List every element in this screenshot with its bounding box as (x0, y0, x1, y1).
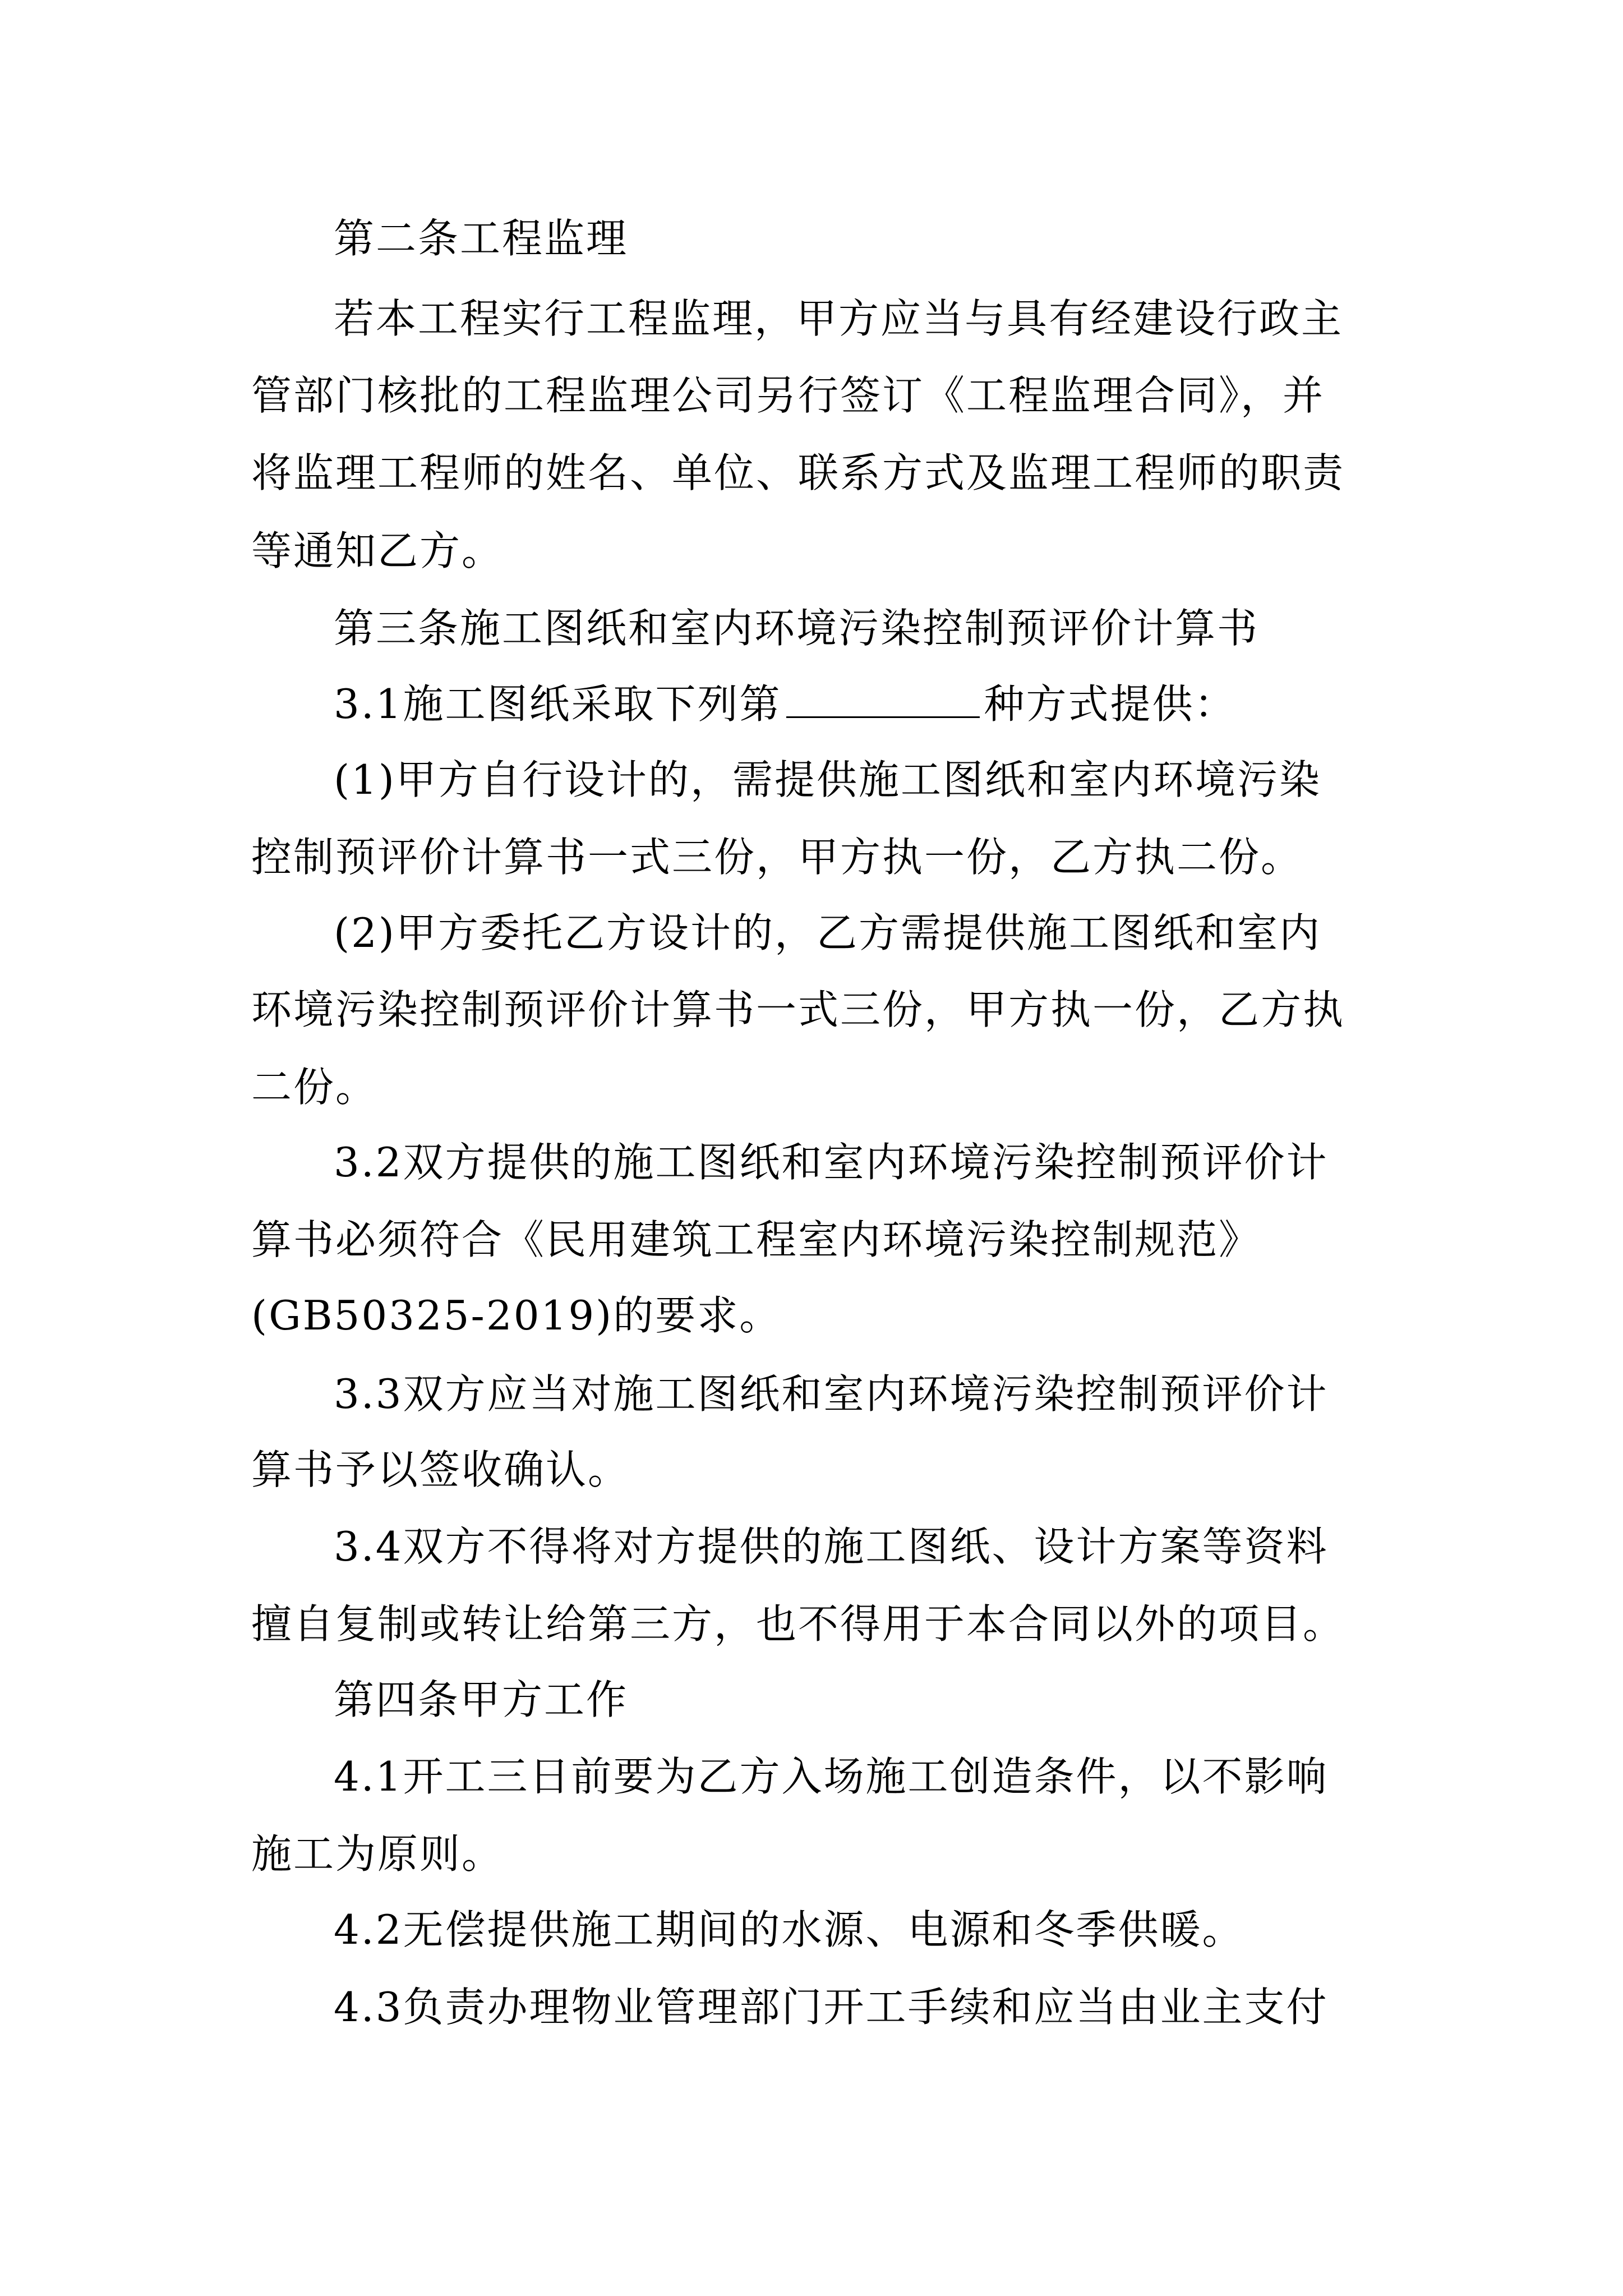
paragraph-line: 擅自复制或转让给第三方，也不得用于本合同以外的项目。 (251, 1600, 1345, 1648)
paragraph-line: 将监理工程师的姓名、单位、联系方式及监理工程师的职责 (251, 449, 1345, 496)
paragraph-line: 算书必须符合《民用建筑工程室内环境污染控制规范》 (251, 1216, 1261, 1263)
article-4-heading: 第四条甲方工作 (334, 1676, 629, 1723)
paragraph-line: 施工为原则。 (251, 1830, 504, 1878)
article-2-heading: 第二条工程监理 (334, 215, 629, 262)
paragraph-line: 算书予以签收确认。 (251, 1446, 630, 1493)
paragraph-line: (2)甲方委托乙方设计的，乙方需提供施工图纸和室内 (334, 909, 1321, 956)
paragraph-line: 4.2无偿提供施工期间的水源、电源和冬季供暖。 (334, 1906, 1244, 1953)
paragraph-line: 管部门核批的工程监理公司另行签订《工程监理合同》，并 (251, 372, 1325, 419)
fill-in-blank (786, 713, 980, 718)
paragraph-line: 3.4双方不得将对方提供的施工图纸、设计方案等资料 (334, 1523, 1329, 1570)
paragraph-line: 控制预评价计算书一式三份，甲方执一份，乙方执二份。 (251, 834, 1303, 881)
paragraph-line: (GB50325-2019)的要求。 (251, 1292, 782, 1339)
paragraph-line: 等通知乙方。 (251, 527, 504, 574)
clause-3-1-text-end: 种方式提供： (984, 680, 1237, 728)
paragraph-line: 环境污染控制预评价计算书一式三份，甲方执一份，乙方执 (251, 986, 1345, 1033)
clause-3-1-line (334, 676, 1237, 732)
paragraph-line: 3.2双方提供的施工图纸和室内环境污染控制预评价计 (334, 1139, 1329, 1186)
paragraph-line: 4.3负责办理物业管理部门开工手续和应当由业主支付 (334, 1984, 1329, 2031)
paragraph-line: 若本工程实行工程监理，甲方应当与具有经建设行政主 (334, 295, 1344, 342)
paragraph-line: 3.3双方应当对施工图纸和室内环境污染控制预评价计 (334, 1370, 1329, 1418)
paragraph-line: (1)甲方自行设计的，需提供施工图纸和室内环境污染 (334, 756, 1321, 803)
paragraph-line: 二份。 (251, 1064, 378, 1111)
article-3-heading: 第三条施工图纸和室内环境污染控制预评价计算书 (334, 605, 1260, 652)
clause-3-1-text: 3.1施工图纸采取下列第 (334, 680, 782, 728)
paragraph-line: 4.1开工三日前要为乙方入场施工创造条件，以不影响 (334, 1753, 1329, 1800)
